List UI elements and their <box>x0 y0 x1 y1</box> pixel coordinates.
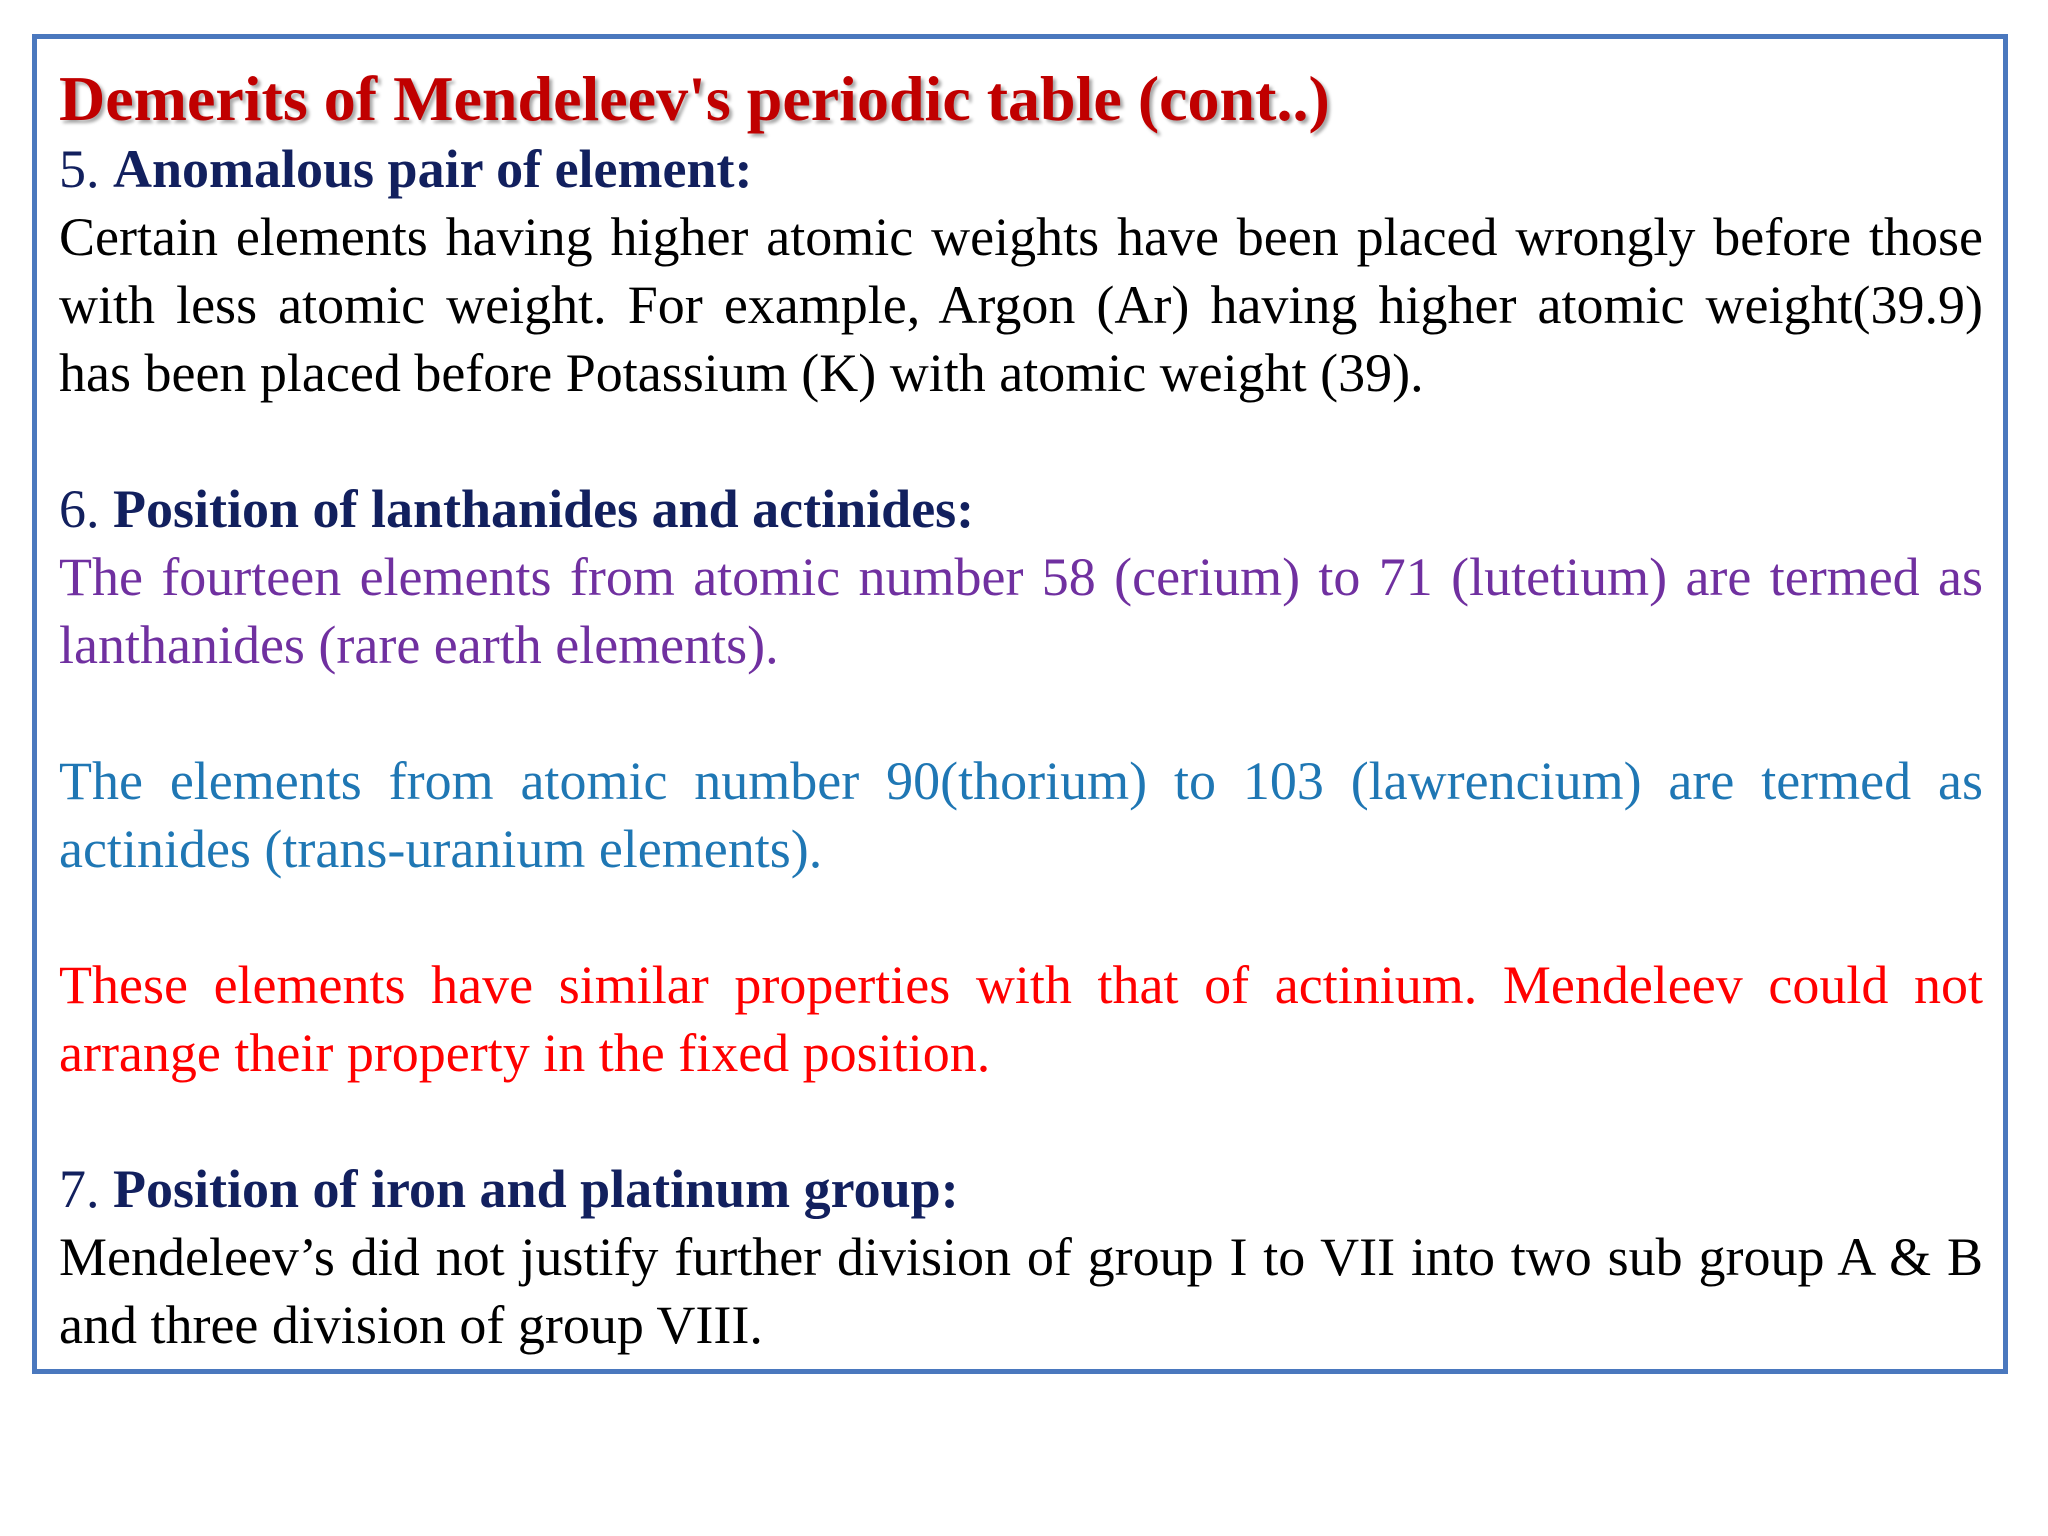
slide-title: Demerits of Mendeleev's periodic table (cont..) <box>59 63 1330 134</box>
actinides-paragraph: The elements from atomic number 90(thorium) to 103 (lawrencium) are termed as actinides (trans-uranium elements). <box>59 751 1983 879</box>
spacer <box>59 407 1983 475</box>
section-6-heading <box>59 475 1983 543</box>
section-7-paragraph: Mendeleev’s did not justify further division of group I to VII into two sub group A & B and three division of group VIII. <box>59 1227 1983 1355</box>
lanthanides-paragraph: The fourteen elements from atomic number 58 (cerium) to 71 (lutetium) are termed as lanthanides (rare earth elements). <box>59 547 1983 675</box>
section-number: 7. <box>59 1159 100 1219</box>
section-title: Position of iron and platinum group: <box>113 1159 959 1219</box>
section-number: 5. <box>59 139 100 199</box>
section-5-paragraph: Certain elements having higher atomic weights have been placed wrongly before those with less atomic weight. For example, Argon (Ar) having higher atomic weight(39.9) has been placed before Potassium (K) with atomic weight (39). <box>59 207 1983 403</box>
spacer <box>59 883 1983 951</box>
section-number: 6. <box>59 479 100 539</box>
spacer <box>59 1087 1983 1155</box>
content-box <box>32 34 2008 1374</box>
section-7-heading <box>59 1155 1983 1223</box>
spacer <box>59 679 1983 747</box>
section-title: Position of lanthanides and actinides: <box>113 479 975 539</box>
section-5-heading <box>59 135 1983 203</box>
section-title: Anomalous pair of element: <box>113 139 753 199</box>
actinium-note-paragraph: These elements have similar properties with that of actinium. Mendeleev could not arrange their property in the fixed position. <box>59 955 1983 1083</box>
